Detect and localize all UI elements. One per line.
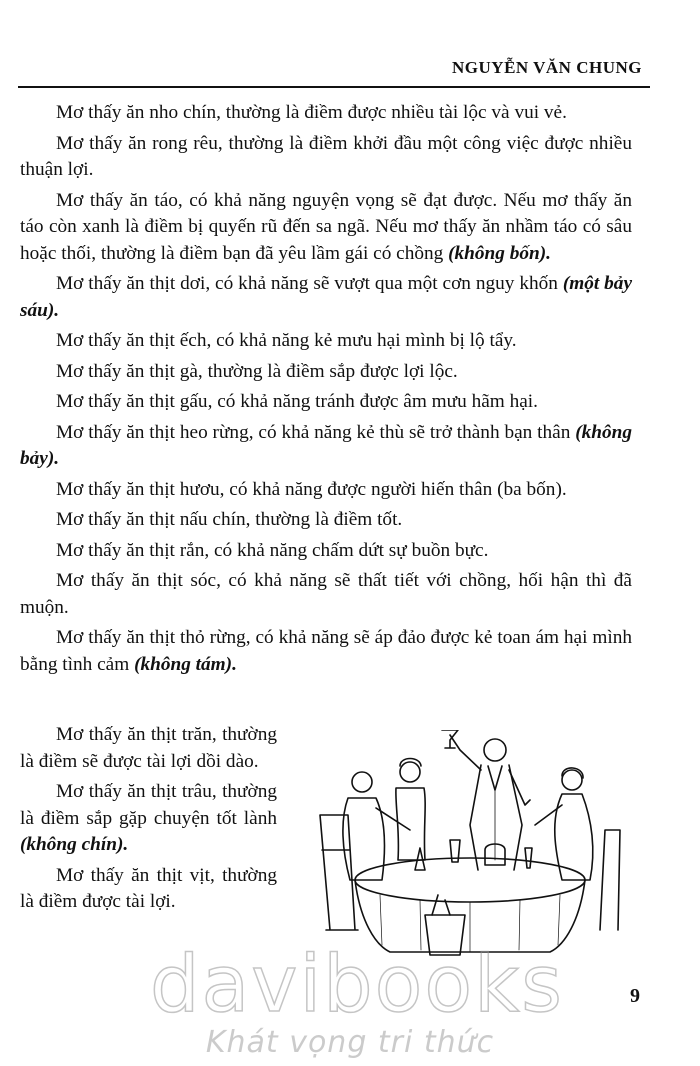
paragraph: Mơ thấy ăn thịt sóc, có khả năng sẽ thất tiết với chồng, hối hận thì đã muộn.	[20, 570, 632, 618]
paragraph: Mơ thấy ăn thịt ếch, có khả năng kẻ mưu hại mình bị lộ tẩy.	[56, 330, 517, 351]
paragraph: Mơ thấy ăn thịt hươu, có khả năng được người hiến thân (ba bốn).	[56, 478, 567, 500]
page-number: 9	[630, 985, 640, 1007]
paragraph: Mơ thấy ăn thịt trâu, thường là điềm sắp gặp chuyện tốt lành (không chín).	[20, 781, 277, 855]
header-rule	[18, 86, 650, 88]
watermark-tagline: Khát vọng tri thức	[205, 1025, 495, 1060]
paragraph: Mơ thấy ăn thịt gà, thường là điềm sắp được lợi lộc.	[56, 360, 458, 382]
paragraph: Mơ thấy ăn nho chín, thường là điềm được nhiều tài lộc và vui vẻ.	[56, 102, 567, 123]
side-text	[20, 722, 277, 920]
watermark-logo: davibooks	[150, 940, 564, 1030]
paragraph: Mơ thấy ăn táo, có khả năng nguyện vọng sẽ đạt được. Nếu mơ thấy ăn táo còn xanh là điềm bị quyến rũ đến sa ngã. Nếu mơ thấy ăn nhầm táo có sâu hoặc thối, thường là điềm bạn đã yêu lầm gái có chồng (không bốn).	[20, 189, 632, 264]
paragraph: Mơ thấy ăn thịt trăn, thường là điềm sẽ được tài lợi dồi dào.	[20, 724, 277, 772]
paragraph: Mơ thấy ăn thịt heo rừng, có khả năng kẻ thù sẽ trở thành bạn thân (không bảy).	[20, 421, 632, 469]
paragraph: Mơ thấy ăn rong rêu, thường là điềm khởi đầu một công việc được nhiều thuận lợi.	[20, 132, 632, 180]
paragraph: Mơ thấy ăn thịt nấu chín, thường là điềm tốt.	[56, 509, 403, 530]
paragraph: Mơ thấy ăn thịt thỏ rừng, có khả năng sẽ áp đảo được kẻ toan ám hại mình bằng tình cảm (không tám).	[20, 627, 632, 675]
paragraph: Mơ thấy ăn thịt vịt, thường là điềm được tài lợi.	[20, 864, 277, 912]
dinner-party-illustration	[300, 730, 630, 960]
paragraph: Mơ thấy ăn thịt rắn, có khả năng chấm dứt sự buồn bực.	[56, 539, 489, 561]
running-header-author: NGUYỄN VĂN CHUNG	[452, 58, 642, 77]
paragraph: Mơ thấy ăn thịt dơi, có khả năng sẽ vượt qua một cơn nguy khốn (một bảy sáu).	[20, 273, 633, 321]
paragraph: Mơ thấy ăn thịt gấu, có khả năng tránh được âm mưu hãm hại.	[56, 391, 538, 412]
main-text	[20, 100, 632, 682]
